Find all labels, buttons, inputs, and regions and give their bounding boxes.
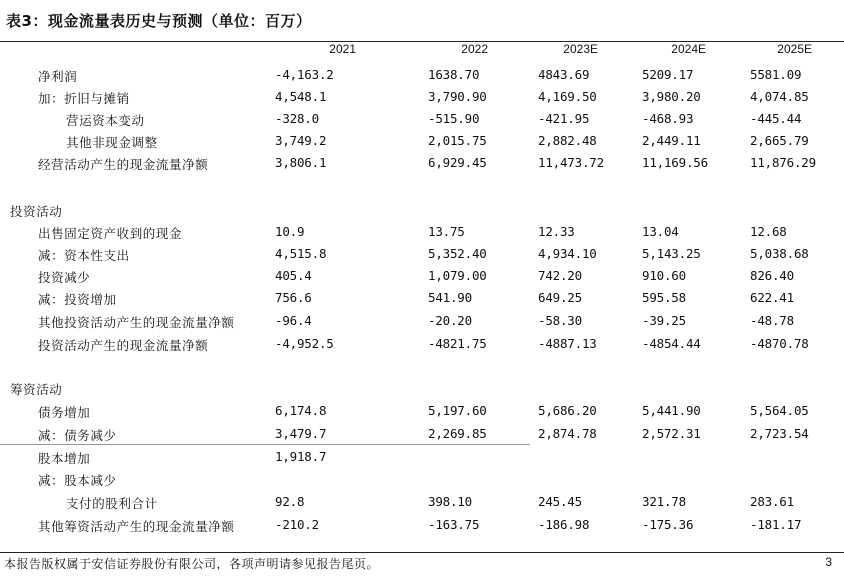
table-cell: 5,352.40 bbox=[428, 246, 487, 261]
table-cell: -4854.44 bbox=[642, 336, 701, 351]
row-label: 投资活动产生的现金流量净额 bbox=[38, 338, 209, 353]
table-cell: -210.2 bbox=[275, 517, 319, 532]
table-cell: 2,665.79 bbox=[750, 133, 809, 148]
header-2024e: 2024E bbox=[671, 42, 706, 56]
table-cell: 910.60 bbox=[642, 268, 686, 283]
header-2025e: 2025E bbox=[777, 42, 812, 56]
row-label: 支付的股利合计 bbox=[66, 496, 158, 511]
header-2023e: 2023E bbox=[563, 42, 598, 56]
top-rule bbox=[0, 41, 844, 42]
table-cell: 2,723.54 bbox=[750, 426, 809, 441]
table-cell: -4,163.2 bbox=[275, 67, 334, 82]
table-cell: -468.93 bbox=[642, 111, 694, 126]
table-cell: 321.78 bbox=[642, 494, 686, 509]
table-cell: 2,572.31 bbox=[642, 426, 701, 441]
table-cell: 3,806.1 bbox=[275, 155, 327, 170]
table-cell: 649.25 bbox=[538, 290, 582, 305]
table-cell: -186.98 bbox=[538, 517, 590, 532]
table-cell: 6,929.45 bbox=[428, 155, 487, 170]
row-label: 减：股本减少 bbox=[38, 473, 117, 488]
table-cell: -4887.13 bbox=[538, 336, 597, 351]
table-cell: 5,197.60 bbox=[428, 403, 487, 418]
table-cell: -181.17 bbox=[750, 517, 802, 532]
table-cell: 742.20 bbox=[538, 268, 582, 283]
table-cell: 5581.09 bbox=[750, 67, 802, 82]
table-cell: 245.45 bbox=[538, 494, 582, 509]
table-cell: 3,980.20 bbox=[642, 89, 701, 104]
table-cell: 13.04 bbox=[642, 224, 679, 239]
footer-disclaimer: 本报告版权属于安信证券股份有限公司，各项声明请参见报告尾页。 bbox=[4, 557, 380, 571]
table-cell: -96.4 bbox=[275, 313, 312, 328]
table-cell: 13.75 bbox=[428, 224, 465, 239]
table-cell: 4843.69 bbox=[538, 67, 590, 82]
table-cell: -445.44 bbox=[750, 111, 802, 126]
row-label: 营运资本变动 bbox=[66, 113, 145, 128]
row-label: 其他筹资活动产生的现金流量净额 bbox=[38, 519, 235, 534]
table-cell: 4,074.85 bbox=[750, 89, 809, 104]
table-cell: 12.68 bbox=[750, 224, 787, 239]
table-cell: -421.95 bbox=[538, 111, 590, 126]
row-label: 其他非现金调整 bbox=[66, 135, 158, 150]
table-cell: -39.25 bbox=[642, 313, 686, 328]
table-cell: 10.9 bbox=[275, 224, 305, 239]
table-cell: -48.78 bbox=[750, 313, 794, 328]
table-cell: 1,918.7 bbox=[275, 449, 327, 464]
table-cell: 3,790.90 bbox=[428, 89, 487, 104]
row-label: 出售固定资产收到的现金 bbox=[38, 226, 183, 241]
table-cell: 398.10 bbox=[428, 494, 472, 509]
row-label: 投资减少 bbox=[38, 270, 91, 285]
row-label: 净利润 bbox=[38, 69, 78, 84]
row-label: 其他投资活动产生的现金流量净额 bbox=[38, 315, 235, 330]
header-2021: 2021 bbox=[329, 42, 356, 56]
table-cell: 6,174.8 bbox=[275, 403, 327, 418]
table-cell: 826.40 bbox=[750, 268, 794, 283]
table-cell: 405.4 bbox=[275, 268, 312, 283]
table-cell: -175.36 bbox=[642, 517, 694, 532]
footer-rule bbox=[0, 552, 844, 553]
table-cell: 541.90 bbox=[428, 290, 472, 305]
table-cell: 283.61 bbox=[750, 494, 794, 509]
table-cell: -515.90 bbox=[428, 111, 480, 126]
table-cell: 5,143.25 bbox=[642, 246, 701, 261]
table-cell: 595.58 bbox=[642, 290, 686, 305]
row-label: 债务增加 bbox=[38, 405, 91, 420]
table-cell: 4,169.50 bbox=[538, 89, 597, 104]
table-cell: -4870.78 bbox=[750, 336, 809, 351]
table-cell: 1,079.00 bbox=[428, 268, 487, 283]
table-cell: -328.0 bbox=[275, 111, 319, 126]
page-number: 3 bbox=[825, 555, 832, 569]
table-cell: 2,449.11 bbox=[642, 133, 701, 148]
table-cell: 3,749.2 bbox=[275, 133, 327, 148]
table-cell: -163.75 bbox=[428, 517, 480, 532]
table-cell: 2,015.75 bbox=[428, 133, 487, 148]
row-label: 投资活动 bbox=[10, 204, 63, 219]
row-label: 减：资本性支出 bbox=[38, 248, 130, 263]
table-cell: -4,952.5 bbox=[275, 336, 334, 351]
row-label: 减：投资增加 bbox=[38, 292, 117, 307]
table-cell: 4,515.8 bbox=[275, 246, 327, 261]
row-label: 股本增加 bbox=[38, 451, 91, 466]
table-cell: 3,479.7 bbox=[275, 426, 327, 441]
table-cell: 622.41 bbox=[750, 290, 794, 305]
table-cell: 4,934.10 bbox=[538, 246, 597, 261]
table-title: 表3：现金流量表历史与预测（单位：百万） bbox=[6, 12, 312, 30]
table-cell: 5,564.05 bbox=[750, 403, 809, 418]
table-cell: 12.33 bbox=[538, 224, 575, 239]
table-cell: 756.6 bbox=[275, 290, 312, 305]
table-cell: 5,686.20 bbox=[538, 403, 597, 418]
table-cell: 5209.17 bbox=[642, 67, 694, 82]
table-cell: -58.30 bbox=[538, 313, 582, 328]
table-cell: 11,473.72 bbox=[538, 155, 604, 170]
table-cell: 2,874.78 bbox=[538, 426, 597, 441]
table-cell: 11,876.29 bbox=[750, 155, 816, 170]
table-cell: -4821.75 bbox=[428, 336, 487, 351]
row-label: 加：折旧与摊销 bbox=[38, 91, 130, 106]
row-label: 减：债务减少 bbox=[38, 428, 117, 443]
row-divider bbox=[0, 444, 530, 445]
row-label: 经营活动产生的现金流量净额 bbox=[38, 157, 209, 172]
row-label: 筹资活动 bbox=[10, 382, 63, 397]
table-cell: -20.20 bbox=[428, 313, 472, 328]
table-cell: 1638.70 bbox=[428, 67, 480, 82]
table-cell: 5,441.90 bbox=[642, 403, 701, 418]
table-cell: 5,038.68 bbox=[750, 246, 809, 261]
header-2022: 2022 bbox=[461, 42, 488, 56]
table-cell: 2,269.85 bbox=[428, 426, 487, 441]
table-cell: 11,169.56 bbox=[642, 155, 708, 170]
table-cell: 92.8 bbox=[275, 494, 305, 509]
table-cell: 4,548.1 bbox=[275, 89, 327, 104]
table-cell: 2,882.48 bbox=[538, 133, 597, 148]
